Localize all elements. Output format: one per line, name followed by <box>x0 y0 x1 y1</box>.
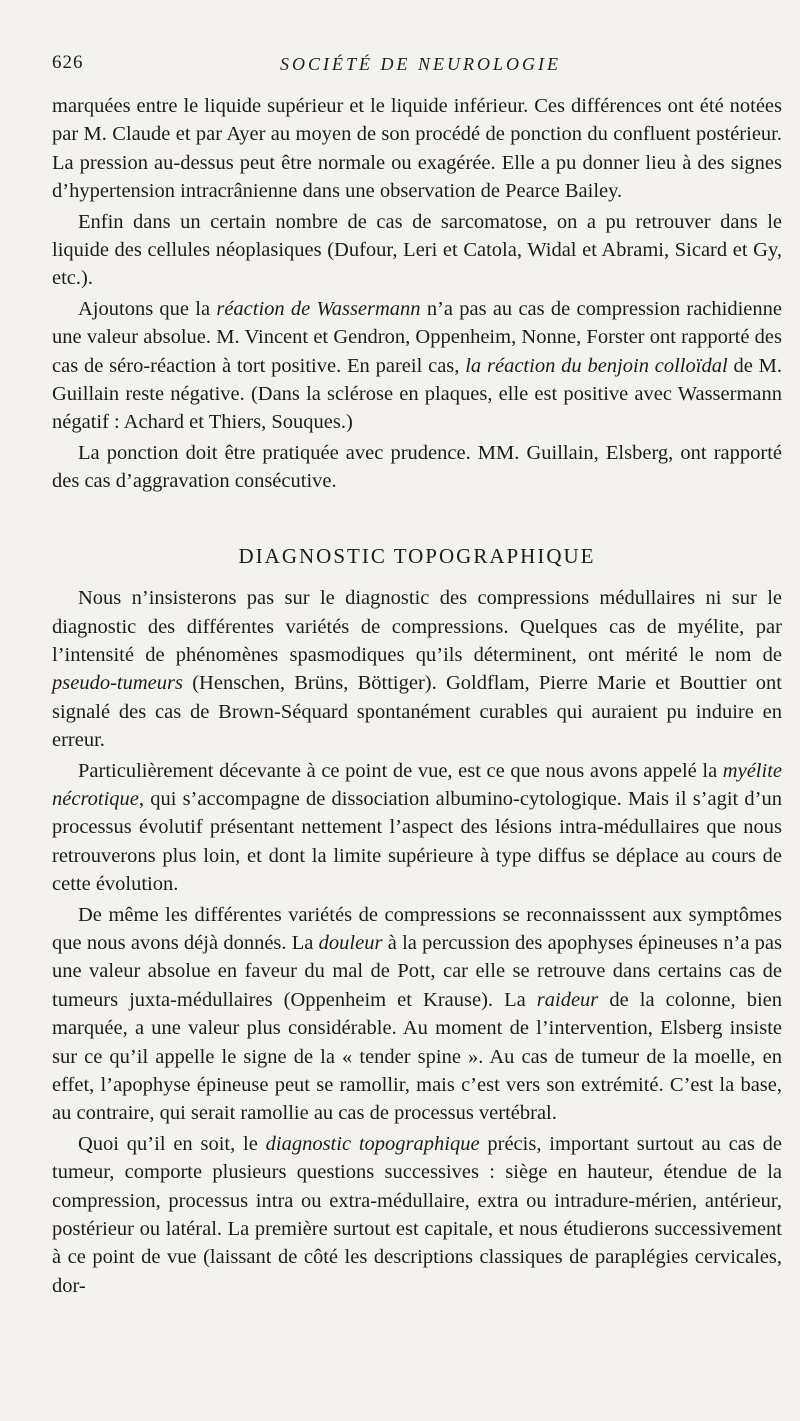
paragraph <box>52 439 782 496</box>
text-run: La ponction doit être pratiquée avec prudence. MM. Guillain, Elsberg, ont rapporté des cas d’aggravation consécutive. <box>52 441 782 493</box>
text-run: à la percussion des apophyses épineuses n’a pas une valeur absolue en faveur du mal de Pott, car elle se retrouve dans certains cas de tumeurs juxta-médullaires (Oppenheim et Krause). La <box>52 931 783 1011</box>
paragraphs-after-heading <box>52 584 782 1300</box>
italic-term: douleur <box>318 931 383 954</box>
paragraph <box>52 901 782 1128</box>
text-run: Particulièrement décevante à ce point de vue, est ce que nous avons appelé la <box>78 759 723 782</box>
body-text <box>52 92 782 1302</box>
section-heading: DIAGNOSTIC TOPOGRAPHIQUE <box>238 543 596 568</box>
paragraph <box>52 92 782 206</box>
paragraph <box>52 584 782 754</box>
paragraph <box>52 757 782 899</box>
page-number: 626 <box>52 52 84 73</box>
text-run: Nous n’insisterons pas sur le diagnostic des compressions médullaires ni sur le diagnostic des différentes variétés de compressions. Quelques cas de myélite, par l’intensité de phénomènes spasmodiques qu’ils déterminent, ont mérité le nom de <box>52 587 782 666</box>
text-run: n’a pas au cas de compression rachidienne une valeur absolue. M. Vincent et Gendron, Oppenheim, Nonne, Forster ont rapporté des cas de séro-réaction à tort positive. En pareil cas, <box>52 297 782 377</box>
text-run: marquées entre le liquide supérieur et le liquide inférieur. Ces différences ont été notées par M. Claude et par Ayer au moyen de son procédé de ponction du confluent postérieur. La pression au-dessus peut être normale ou exagérée. Elle a pu donner lieu à des signes d’hypertension intracrânienne dans une observation de Pearce Bailey. <box>52 95 782 203</box>
text-run: Enfin dans un certain nombre de cas de sarcomatose, on a pu retrouver dans le liquide des cellules néoplasiques (Dufour, Leri et Catola, Widal et Abrami, Sicard et Gy, etc.). <box>52 210 782 290</box>
italic-term: raideur <box>536 988 599 1011</box>
running-head <box>52 52 772 80</box>
italic-term: pseudo-tumeurs <box>52 672 183 695</box>
italic-term: réaction de Wassermann <box>216 297 421 320</box>
text-run: (Henschen, Brüns, Böttiger). Goldflam, Pierre Marie et Bouttier ont signalé des cas de Brown-Séquard spontanément curables qui auraient pu induire en erreur. <box>52 672 782 752</box>
text-run: de la colonne, bien marquée, a une valeur plus considérable. Au moment de l’intervention, Elsberg insiste sur ce qu’il appelle le signe de la « tender spine ». Au cas de tumeur de la moelle, en effet, l’apophyse épineuse peut se ramollir, mais c’est vers son extrémité. C’est la base, au contraire, qui serait ramollie au cas de processus vertébral. <box>52 988 782 1125</box>
paragraph <box>52 295 782 437</box>
paragraph <box>52 208 782 293</box>
text-run: Ajoutons que la <box>78 297 217 320</box>
italic-term: la réaction du benjoin colloïdal <box>465 354 728 377</box>
text-run: Quoi qu’il en soit, le <box>78 1132 266 1155</box>
text-run: , qui s’accompagne de dissociation albumino-cytologique. Mais il s’agit d’un processus évolutif présentant nettement l’aspect des lésions intra-médullaires que nous retrouverons plus loin, et dont la limite supérieure à type diffus se déplace au cours de cette évolution. <box>52 787 782 896</box>
text-run: De même les différentes variétés de compressions se reconnaisssent aux symptômes que nous avons déjà donnés. La <box>52 903 782 954</box>
text-run: de M. Guillain reste négative. (Dans la sclérose en plaques, elle est positive avec Wassermann négatif : Achard et Thiers, Souques.) <box>52 354 782 434</box>
italic-term: myélite nécrotique <box>52 759 782 810</box>
paragraphs-before-heading <box>52 92 782 496</box>
text-run: précis, important surtout au cas de tumeur, comporte plusieurs questions successives : siège en hauteur, étendue de la compression, processus intra ou extra-médullaire, extra ou intradure-mérien, antérieur, postérieur ou latéral. La première surtout est capitale, et nous étudierons successivement à ce point de vue (laissant de côté les descriptions classiques de paraplégies cervicales, dor- <box>52 1132 782 1297</box>
journal-title: SOCIÉTÉ DE NEUROLOGIE <box>280 54 561 74</box>
italic-term: diagnostic topographique <box>265 1132 480 1155</box>
paragraph <box>52 1130 782 1300</box>
